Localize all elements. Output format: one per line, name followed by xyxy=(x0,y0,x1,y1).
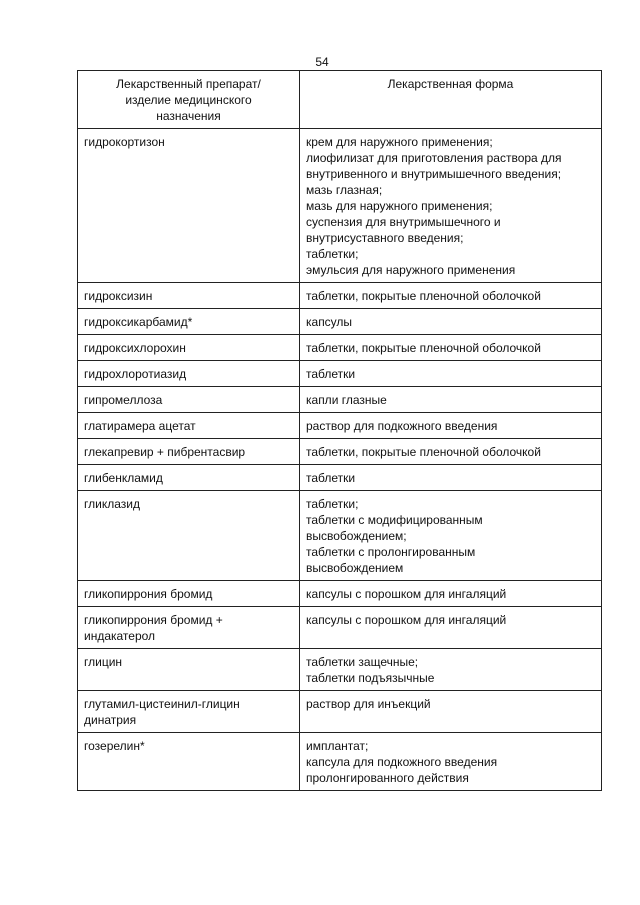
dosage-form-line: капсулы с порошком для ингаляций xyxy=(306,587,507,601)
drug-name-cell xyxy=(78,387,300,413)
dosage-form-cell xyxy=(300,465,602,491)
drug-name-line: гидрокортизон xyxy=(84,135,165,149)
page-number: 54 xyxy=(315,55,329,69)
drug-name-line: гидроксикарбамид* xyxy=(84,315,193,329)
dosage-form-line: таблетки xyxy=(306,471,356,485)
drug-name-cell xyxy=(78,691,300,733)
dosage-form-cell xyxy=(300,491,602,581)
dosage-form-cell xyxy=(300,335,602,361)
dosage-form-line: высвобождением xyxy=(306,561,404,575)
drug-name-cell xyxy=(78,335,300,361)
dosage-form-line: таблетки с модифицированным xyxy=(306,513,483,527)
table-row xyxy=(78,581,602,607)
dosage-form-line: раствор для подкожного введения xyxy=(306,419,498,433)
dosage-form-line: мазь для наружного применения; xyxy=(306,199,493,213)
dosage-form-line: имплантат; xyxy=(306,739,369,753)
dosage-form-cell xyxy=(300,309,602,335)
drug-name-line: гипромеллоза xyxy=(84,393,163,407)
drug-name-cell xyxy=(78,129,300,283)
table-row xyxy=(78,283,602,309)
drug-name-line: гидроксихлорохин xyxy=(84,341,186,355)
header-drug-line: изделие медицинского xyxy=(125,93,252,107)
dosage-form-cell xyxy=(300,649,602,691)
drug-name-line: гидроксизин xyxy=(84,289,153,303)
table-row xyxy=(78,361,602,387)
drug-name-cell xyxy=(78,439,300,465)
table-header-row xyxy=(78,71,602,129)
dosage-form-line: капсула для подкожного введения xyxy=(306,755,498,769)
dosage-form-line: лиофилизат для приготовления раствора для xyxy=(306,151,562,165)
dosage-form-line: внутрисуставного введения; xyxy=(306,231,464,245)
dosage-form-cell xyxy=(300,691,602,733)
drug-name-cell xyxy=(78,361,300,387)
drug-name-cell xyxy=(78,283,300,309)
drug-name-line: индакатерол xyxy=(84,629,156,643)
dosage-form-cell xyxy=(300,361,602,387)
table-row xyxy=(78,607,602,649)
dosage-form-cell xyxy=(300,283,602,309)
table-row xyxy=(78,129,602,283)
drug-name-line: глибенкламид xyxy=(84,471,163,485)
dosage-form-line: капли глазные xyxy=(306,393,387,407)
header-form: Лекарственная форма xyxy=(300,71,602,129)
drug-table xyxy=(77,70,602,791)
dosage-form-line: таблетки, покрытые пленочной оболочкой xyxy=(306,445,541,459)
drug-name-cell xyxy=(78,581,300,607)
drug-name-cell xyxy=(78,465,300,491)
dosage-form-line: внутривенного и внутримышечного введения; xyxy=(306,167,562,181)
dosage-form-line: капсулы xyxy=(306,315,353,329)
header-drug xyxy=(78,71,300,129)
drug-name-line: глутамил-цистеинил-глицин xyxy=(84,697,240,711)
drug-name-line: глекапревир + пибрентасвир xyxy=(84,445,246,459)
drug-name-line: гозерелин* xyxy=(84,739,145,753)
dosage-form-line: раствор для инъекций xyxy=(306,697,431,711)
table-row xyxy=(78,335,602,361)
drug-name-cell xyxy=(78,607,300,649)
table-row xyxy=(78,465,602,491)
table-row xyxy=(78,413,602,439)
dosage-form-cell xyxy=(300,129,602,283)
drug-name-cell xyxy=(78,491,300,581)
dosage-form-line: таблетки, покрытые пленочной оболочкой xyxy=(306,289,541,303)
drug-name-line: динатрия xyxy=(84,713,137,727)
drug-name-cell xyxy=(78,733,300,791)
drug-name-line: гидрохлоротиазид xyxy=(84,367,187,381)
drug-name-line: гликлазид xyxy=(84,497,140,511)
table-row xyxy=(78,491,602,581)
table-row xyxy=(78,439,602,465)
table-row xyxy=(78,691,602,733)
drug-name-line: гликопиррония бромид + xyxy=(84,613,223,627)
dosage-form-cell xyxy=(300,439,602,465)
drug-name-line: глатирамера ацетат xyxy=(84,419,196,433)
dosage-form-line: таблетки подъязычные xyxy=(306,671,435,685)
drug-name-cell xyxy=(78,413,300,439)
dosage-form-line: высвобождением; xyxy=(306,529,407,543)
drug-name-cell xyxy=(78,649,300,691)
dosage-form-line: крем для наружного применения; xyxy=(306,135,493,149)
dosage-form-line: таблетки; xyxy=(306,247,359,261)
dosage-form-cell xyxy=(300,387,602,413)
dosage-form-line: суспензия для внутримышечного и xyxy=(306,215,501,229)
table-row xyxy=(78,733,602,791)
dosage-form-cell xyxy=(300,607,602,649)
dosage-form-line: таблетки, покрытые пленочной оболочкой xyxy=(306,341,541,355)
table-row xyxy=(78,387,602,413)
dosage-form-line: таблетки; xyxy=(306,497,359,511)
header-drug-line: Лекарственный препарат/ xyxy=(116,77,261,91)
dosage-form-line: таблетки xyxy=(306,367,356,381)
table-row xyxy=(78,649,602,691)
drug-name-line: глицин xyxy=(84,655,123,669)
dosage-form-line: таблетки с пролонгированным xyxy=(306,545,476,559)
dosage-form-cell xyxy=(300,581,602,607)
header-drug-line: назначения xyxy=(156,109,221,123)
table-row xyxy=(78,309,602,335)
dosage-form-cell xyxy=(300,733,602,791)
table-body xyxy=(78,129,602,791)
dosage-form-line: капсулы с порошком для ингаляций xyxy=(306,613,507,627)
dosage-form-line: пролонгированного действия xyxy=(306,771,469,785)
dosage-form-line: таблетки защечные; xyxy=(306,655,419,669)
drug-name-cell xyxy=(78,309,300,335)
dosage-form-line: мазь глазная; xyxy=(306,183,383,197)
drug-name-line: гликопиррония бромид xyxy=(84,587,213,601)
dosage-form-line: эмульсия для наружного применения xyxy=(306,263,516,277)
dosage-form-cell xyxy=(300,413,602,439)
